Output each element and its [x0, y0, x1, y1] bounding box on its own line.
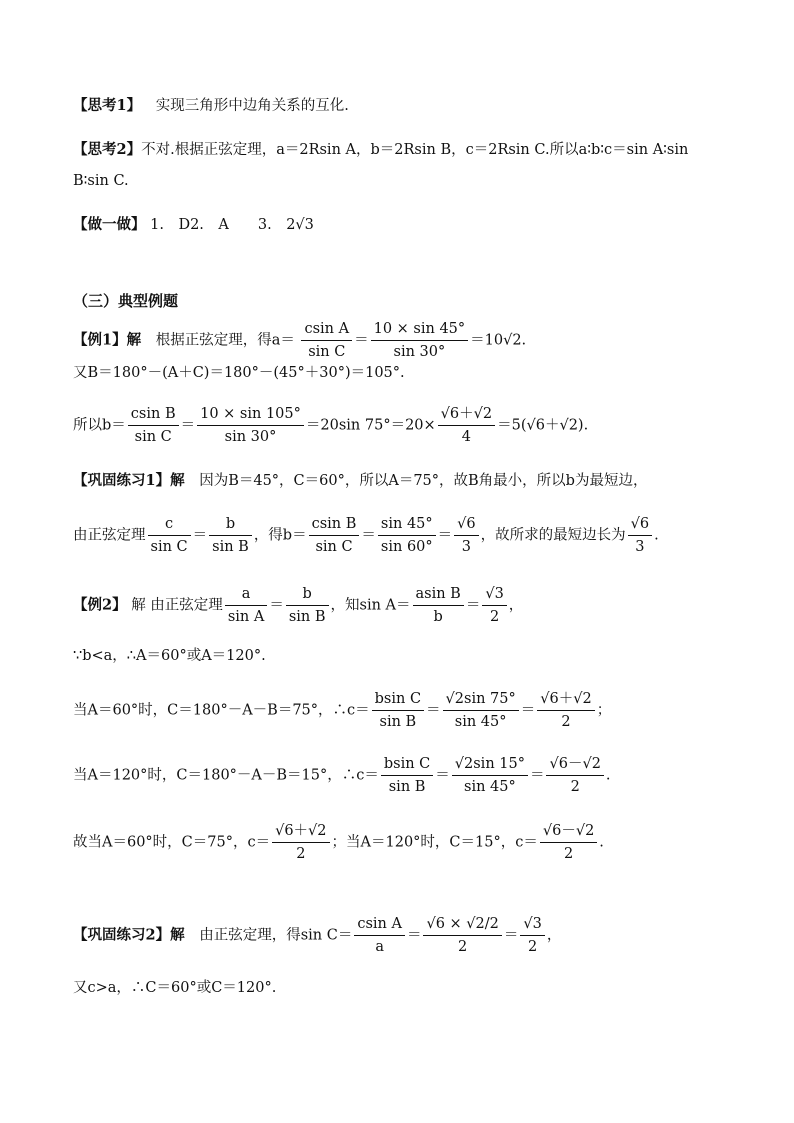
practice1-frac4: $\frac{\sin 45^\circ}{\sin 60^\circ}$ — [378, 515, 436, 556]
practice2-label: 【巩固练习2】解 — [73, 926, 185, 944]
example1-intro: 根据正弦定理，得a＝ — [155, 332, 295, 349]
practice2-line1: 【巩固练习2】解 由正弦定理，得sin C＝ $\frac{\text{csin A}}{a}$ ＝ $\frac{√6 \times √2/2}{2}$ ＝ $\frac{√3}{2}$ ， — [73, 916, 562, 955]
practice1-line1: 【巩固练习1】解 因为B＝45°，C＝60°，所以A＝75°，故B角最小，所以b为最短边， — [73, 472, 648, 489]
think1-line — [73, 95, 349, 117]
example2-case2-frac1: $\frac{\text{bsin C}}{\text{sin B}}$ — [381, 755, 433, 796]
example2-frac4: $\frac{√3}{2}$ — [482, 585, 506, 626]
example2-label: 【例2】 — [73, 596, 127, 614]
example2-case1-frac3: $\frac{√6+√2}{2}$ — [537, 690, 594, 731]
example1-line1: 【例1】解 根据正弦定理，得a＝ $\frac{\text{csin A}}{\text{sin C}}$ ＝ $\frac{10 \times \sin 45^\circ}{\sin 30^\circ}$ ＝10√2. — [73, 321, 527, 360]
example2-conc-frac1: $\frac{√6+√2}{2}$ — [272, 822, 329, 863]
try-it-answers: 1. D2. A 3. 2√3 — [150, 217, 314, 233]
example2-line1: 【例2】 解 由正弦定理 $\frac{a}{\text{sin A}}$ ＝ $\frac{b}{\text{sin B}}$ ，知sin A＝ $\frac{\text{asin B}}{b}$ ＝ $\frac{√3}{2}$ ， — [73, 586, 524, 625]
example2-conclusion: 故当A＝60°时，C＝75°，c＝ $\frac{√6+√2}{2}$ ；当A＝120°时，C＝15°，c＝ $\frac{√6-√2}{2}$ . — [73, 823, 604, 862]
example2-line2: ∵b<a，∴A＝60°或A＝120°. — [73, 648, 266, 664]
practice2-line2: 又c>a，∴C＝60°或C＝120°. — [73, 980, 277, 996]
practice2-frac1: $\frac{\text{csin A}}{a}$ — [354, 915, 405, 956]
practice1-line2: 由正弦定理 $\frac{c}{\text{sin C}}$ ＝ $\frac{b}{\text{sin B}}$ ，得b＝ $\frac{\text{csin B}}{\text{sin C}}$ ＝ $\frac{\sin 45^\circ}{\sin 60^\circ}$ ＝ $\frac{√6}{3}$ ，故所求的最短边长为 $\frac{√6}{3}$ . — [73, 516, 659, 555]
practice2-frac2: $\frac{√6 \times √2/2}{2}$ — [423, 915, 501, 956]
example2-frac1: $\frac{a}{\text{sin A}}$ — [225, 585, 268, 626]
practice1-frac1: $\frac{c}{\text{sin C}}$ — [148, 515, 191, 556]
example1-line2: 又B＝180°－(A＋C)＝180°－(45°＋30°)＝105°. — [73, 365, 405, 381]
example2-frac2: $\frac{b}{\text{sin B}}$ — [286, 585, 329, 626]
example2-case2-frac3: $\frac{√6-√2}{2}$ — [546, 755, 603, 796]
example1-line3: 所以b＝ $\frac{\text{csin B}}{\text{sin C}}$ ＝ $\frac{10 \times \sin 105^\circ}{\sin 30^\circ}$ ＝20sin 75°＝20× $\frac{√6+√2}{4}$ ＝5(√6＋√2). — [73, 406, 589, 445]
think1-text: 实现三角形中边角关系的互化. — [155, 98, 349, 114]
think1-label: 【思考1】 — [73, 97, 142, 114]
think2-text1: 不对.根据正弦定理，a＝2Rsin A，b＝2Rsin B，c＝2Rsin C.所以a∶b∶c＝sin A∶sin — [141, 142, 689, 158]
practice2-frac3: $\frac{√3}{2}$ — [520, 915, 544, 956]
think2-line1 — [73, 139, 688, 161]
example1-frac5: $\frac{√6+√2}{4}$ — [438, 405, 495, 446]
think2-text2: B∶sin C. — [73, 173, 129, 189]
example2-conc-frac2: $\frac{√6-√2}{2}$ — [540, 822, 597, 863]
example1-frac3: $\frac{\text{csin B}}{\text{sin C}}$ — [128, 405, 179, 446]
example2-frac3: $\frac{\text{asin B}}{b}$ — [413, 585, 464, 626]
think2-line2 — [73, 170, 129, 192]
example1-frac4: $\frac{10 \times \sin 105^\circ}{\sin 30^\circ}$ — [197, 405, 304, 446]
example1-frac1: $\frac{\text{csin A}}{\text{sin C}}$ — [301, 320, 352, 361]
example2-case1-frac1: $\frac{\text{bsin C}}{\text{sin B}}$ — [372, 690, 424, 731]
example2-case2-frac2: $\frac{√2\sin 15^\circ}{\sin 45^\circ}$ — [452, 755, 528, 796]
try-it-line — [73, 214, 314, 236]
practice1-frac6: $\frac{√6}{3}$ — [628, 515, 652, 556]
think2-label: 【思考2】 — [73, 141, 142, 158]
practice1-frac2: $\frac{b}{\text{sin B}}$ — [209, 515, 252, 556]
example2-case1-frac2: $\frac{√2\sin 75^\circ}{\sin 45^\circ}$ — [443, 690, 519, 731]
try-it-label: 【做一做】 — [73, 216, 146, 233]
practice1-frac5: $\frac{√6}{3}$ — [454, 515, 478, 556]
example1-result1: ＝10√2. — [470, 332, 527, 349]
practice1-label: 【巩固练习1】解 — [73, 472, 185, 489]
section-title: （三）典型例题 — [73, 292, 179, 310]
example2-case2: 当A＝120°时，C＝180°－A－B＝15°，∴c＝ $\frac{\text{bsin C}}{\text{sin B}}$ ＝ $\frac{√2\sin 15^\circ}{\sin 45^\circ}$ ＝ $\frac{√6-√2}{2}$ . — [73, 756, 611, 795]
example1-frac2: $\frac{10 \times \sin 45^\circ}{\sin 30^\circ}$ — [371, 320, 469, 361]
example1-label: 【例1】解 — [73, 331, 142, 349]
practice1-frac3: $\frac{\text{csin B}}{\text{sin C}}$ — [309, 515, 360, 556]
example2-case1: 当A＝60°时，C＝180°－A－B＝75°，∴c＝ $\frac{\text{bsin C}}{\text{sin B}}$ ＝ $\frac{√2\sin 75^\circ}{\sin 45^\circ}$ ＝ $\frac{√6+√2}{2}$ ； — [73, 691, 612, 730]
